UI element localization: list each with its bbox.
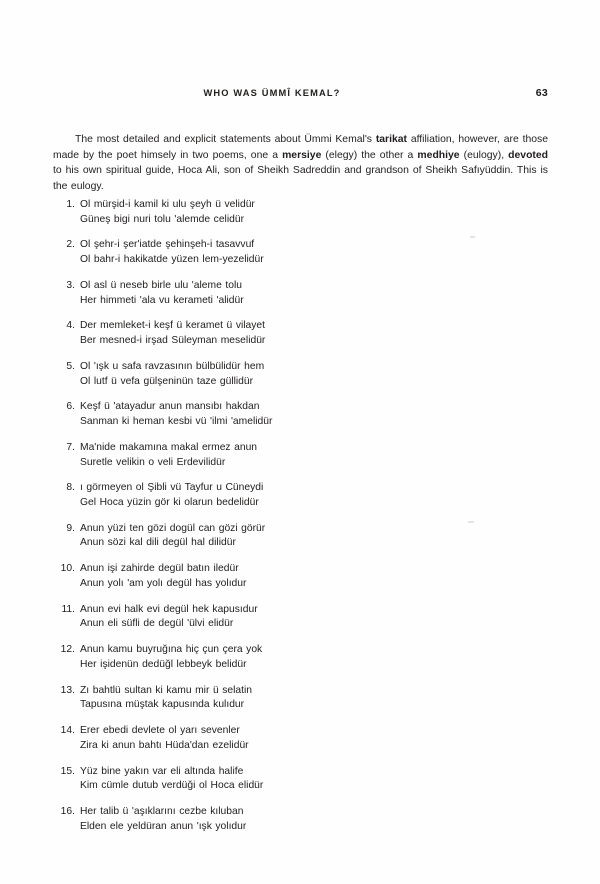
paragraph-text-3: (elegy) the other a bbox=[321, 149, 418, 161]
verse-lines bbox=[80, 765, 473, 794]
running-header-title: WHO WAS ÜMMÎ KEMAL? bbox=[203, 88, 341, 98]
verse-number: 2. bbox=[66, 239, 75, 251]
verse-lines bbox=[80, 684, 473, 713]
verse-stanza bbox=[53, 684, 473, 713]
verse-line: Gel Hoca yüzin gör ki olarun bedelidür bbox=[80, 496, 259, 508]
verse-line: Ol şehr-i şer'iatde şehinşeh-i tasavvuf bbox=[80, 239, 255, 251]
verse-line: Her işidenün dedüğl lebbeyk belidür bbox=[80, 658, 247, 670]
verse-line: Zira ki anun bahtı Hüda'dan ezelidür bbox=[80, 739, 249, 751]
intro-paragraph bbox=[53, 132, 548, 194]
verse-number: 6. bbox=[66, 401, 75, 413]
verse-number: 13. bbox=[60, 684, 75, 696]
verse-line: Her talib ü 'aşıklarını cezbe kıluban bbox=[80, 806, 244, 818]
verse-stanza bbox=[53, 562, 473, 591]
scan-speckle bbox=[470, 236, 475, 238]
verse-line: Anun sözi kal dili degül hal dilidür bbox=[80, 537, 236, 549]
verse-stanza bbox=[53, 198, 473, 227]
paragraph-text-4: (eulogy), bbox=[459, 149, 509, 161]
verse-line: Elden ele yeldüran anun 'ışk yolıdur bbox=[80, 820, 247, 832]
verse-lines bbox=[80, 360, 473, 389]
verse-number: 4. bbox=[66, 320, 75, 332]
verse-number: 12. bbox=[60, 644, 75, 656]
verse-line: Anun eli süfli de degül 'ülvi elidür bbox=[80, 618, 234, 630]
verse-line: Kim cümle dutub verdüği ol Hoca elidür bbox=[80, 780, 264, 792]
verse-list bbox=[53, 198, 473, 846]
verse-line: Güneş bigi nuri tolu 'alemde celidür bbox=[80, 213, 245, 225]
verse-stanza bbox=[53, 319, 473, 348]
verse-line: Suretle velikin o veli Erdevilidür bbox=[80, 456, 226, 468]
verse-lines bbox=[80, 805, 473, 834]
verse-stanza bbox=[53, 360, 473, 389]
verse-number: 11. bbox=[61, 603, 75, 615]
verse-line: Keşf ü 'atayadur anun mansıbı hakdan bbox=[80, 401, 260, 413]
verse-number: 3. bbox=[66, 279, 75, 291]
verse-line: Ol mürşid-i kamil ki ulu şeyh ü velidür bbox=[80, 199, 255, 210]
verse-line: Anun kamu buyruğına hiç çun çera yok bbox=[80, 644, 263, 656]
verse-lines bbox=[80, 724, 473, 753]
verse-line: Ol asl ü neseb birle ulu 'aleme tolu bbox=[80, 279, 242, 291]
term-devoted: devoted bbox=[508, 149, 549, 161]
verse-stanza bbox=[53, 522, 473, 551]
verse-number: 9. bbox=[66, 522, 75, 534]
verse-line: Sanman ki heman kesbi vü 'ilmi 'amelidür bbox=[80, 416, 273, 428]
verse-stanza bbox=[53, 481, 473, 510]
term-medhiye: medhiye bbox=[417, 149, 460, 161]
verse-line: Zı bahtlü sultan ki kamu mir ü selatin bbox=[80, 684, 253, 696]
verse-line: Ma'nide makamına makal ermez anun bbox=[80, 441, 258, 453]
verse-number: 7. bbox=[66, 441, 75, 453]
verse-line: Anun yüzi ten gözi dogül can gözi görür bbox=[80, 522, 266, 534]
verse-stanza bbox=[53, 765, 473, 794]
page-number: 63 bbox=[535, 87, 548, 99]
verse-stanza bbox=[53, 279, 473, 308]
verse-line: ı görmeyen ol Şibli vü Tayfur u Cüneydi bbox=[80, 482, 264, 494]
verse-stanza bbox=[53, 238, 473, 267]
verse-number: 15. bbox=[60, 765, 75, 777]
verse-stanza bbox=[53, 441, 473, 470]
verse-lines bbox=[80, 522, 473, 551]
verse-lines bbox=[80, 400, 473, 429]
verse-line: Ol bahr-i hakikatde yüzen lem-yezelidür bbox=[80, 254, 264, 266]
verse-line: Tapusına müştak kapusında kulıdur bbox=[80, 699, 245, 711]
verse-lines bbox=[80, 238, 473, 267]
verse-number: 5. bbox=[66, 360, 75, 372]
scan-speckle bbox=[468, 521, 474, 523]
verse-line: Der memleket-i keşf ü keramet ü vilayet bbox=[80, 320, 266, 332]
verse-number: 14. bbox=[60, 725, 75, 737]
verse-line: Anun evi halk evi degül hek kapusıdur bbox=[80, 603, 258, 615]
verse-lines bbox=[80, 481, 473, 510]
verse-lines bbox=[80, 441, 473, 470]
term-tarikat: tarikat bbox=[375, 134, 407, 146]
verse-lines bbox=[80, 198, 473, 227]
verse-stanza bbox=[53, 805, 473, 834]
verse-number: 10. bbox=[60, 563, 75, 575]
paragraph-text-2: affiliation, however, are those made by the poet himsely in two poems, one a bbox=[53, 134, 548, 161]
verse-lines bbox=[80, 603, 473, 632]
verse-line: Anun yolı 'am yolı degül has yolıdur bbox=[80, 577, 247, 589]
verse-lines bbox=[80, 279, 473, 308]
verse-line: Ol lutf ü vefa gülşeninün taze güllidür bbox=[80, 375, 254, 387]
paragraph-text-1: The most detailed and explicit statements about Ümmi Kemal's bbox=[75, 134, 376, 146]
verse-line: Ol 'ışk u safa ravzasının bülbülidür hem bbox=[80, 360, 265, 372]
verse-number: 16. bbox=[60, 806, 75, 818]
verse-number: 8. bbox=[66, 482, 75, 494]
verse-line: Ber mesned-i irşad Süleyman meselidür bbox=[80, 335, 266, 347]
running-header bbox=[52, 88, 548, 104]
verse-line: Yüz bine yakın var eli altında halife bbox=[80, 765, 244, 777]
verse-lines bbox=[80, 319, 473, 348]
verse-line: Erer ebedi devlete ol yarı sevenler bbox=[80, 725, 240, 737]
term-mersiye: mersiye bbox=[282, 149, 322, 161]
verse-lines bbox=[80, 643, 473, 672]
verse-lines bbox=[80, 562, 473, 591]
paragraph-text-5: to his own spiritual guide, Hoca Ali, son of Sheikh Sadreddin and grandson of Sheikh Safıyüddin. This is the eulogy. bbox=[53, 165, 548, 192]
verse-stanza bbox=[53, 643, 473, 672]
verse-number: 1. bbox=[66, 199, 75, 210]
verse-stanza bbox=[53, 400, 473, 429]
verse-stanza bbox=[53, 603, 473, 632]
verse-line: Her himmeti 'ala vu kerameti 'alidür bbox=[80, 294, 244, 306]
verse-stanza bbox=[53, 724, 473, 753]
verse-line: Anun işi zahirde degül batın iledür bbox=[80, 563, 239, 575]
